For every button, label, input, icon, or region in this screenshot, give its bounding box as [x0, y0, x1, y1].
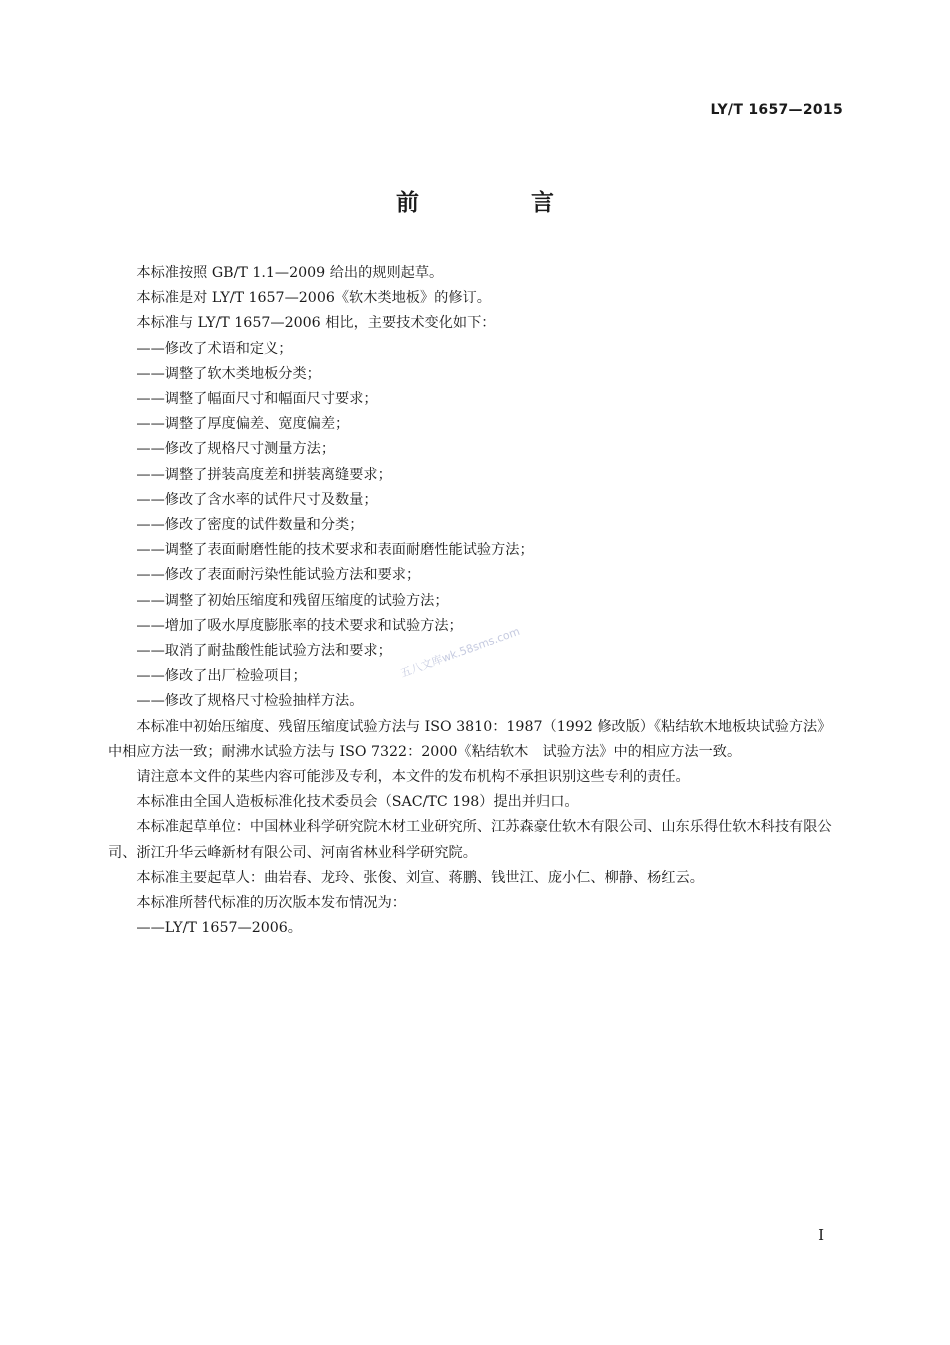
change-item: —— 修改了出厂检验项目；: [108, 664, 845, 689]
paragraph: 本标准中初始压缩度、残留压缩度试验方法与 ISO 3810：1987（1992 修改版）《粘结软木地板块试验方法》中相应方法一致；耐沸水试验方法与 ISO 7322：2000《粘结软木 试验方法》中的相应方法一致。: [108, 718, 832, 760]
paragraph: 本标准与 LY/T 1657—2006 相比，主要技术变化如下：: [136, 315, 496, 332]
previous-version-item: —— LY/T 1657—2006。: [108, 916, 845, 941]
page-number: I: [818, 1226, 824, 1244]
change-item: —— 调整了表面耐磨性能的技术要求和表面耐磨性能试验方法；: [108, 538, 845, 563]
change-item: —— 调整了软木类地板分类；: [108, 362, 845, 387]
change-item: —— 调整了幅面尺寸和幅面尺寸要求；: [108, 387, 845, 412]
paragraph: 本标准所替代标准的历次版本发布情况为：: [136, 895, 406, 912]
paragraph: 本标准主要起草人：曲岩春、龙玲、张俊、刘宣、蒋鹏、钱世江、庞小仁、柳静、杨红云。: [136, 869, 704, 886]
change-item: —— 取消了耐盐酸性能试验方法和要求；: [108, 639, 845, 664]
page-title: 前 言: [395, 190, 606, 216]
paragraph: 本标准是对 LY/T 1657—2006《软木类地板》的修订。: [136, 290, 491, 307]
change-item: —— 增加了吸水厚度膨胀率的技术要求和试验方法；: [108, 614, 845, 639]
change-item: —— 修改了规格尺寸检验抽样方法。: [108, 689, 845, 714]
paragraph: 本标准起草单位：中国林业科学研究院木材工业研究所、江苏森豪仕软木有限公司、山东乐得仕软木科技有限公司、浙江升华云峰新材有限公司、河南省林业科学研究院。: [108, 819, 832, 861]
change-item: —— 修改了术语和定义；: [108, 337, 845, 362]
change-item: —— 修改了规格尺寸测量方法；: [108, 437, 845, 462]
change-item: —— 修改了密度的试件数量和分类；: [108, 513, 845, 538]
foreword-body: [108, 261, 845, 941]
watermark: 五八文库wk.58sms.com: [398, 624, 522, 681]
change-item: —— 调整了拼装高度差和拼装离缝要求；: [108, 463, 845, 488]
paragraph: 本标准由全国人造板标准化技术委员会（SAC/TC 198）提出并归口。: [136, 794, 579, 811]
change-item: —— 修改了含水率的试件尺寸及数量；: [108, 488, 845, 513]
document-code: LY/T 1657—2015: [710, 102, 843, 118]
paragraph: 请注意本文件的某些内容可能涉及专利，本文件的发布机构不承担识别这些专利的责任。: [136, 769, 690, 786]
change-item: —— 调整了厚度偏差、宽度偏差；: [108, 412, 845, 437]
paragraph: 本标准按照 GB/T 1.1—2009 给出的规则起草。: [136, 265, 444, 281]
change-item: —— 修改了表面耐污染性能试验方法和要求；: [108, 563, 845, 588]
change-item: —— 调整了初始压缩度和残留压缩度的试验方法；: [108, 589, 845, 614]
